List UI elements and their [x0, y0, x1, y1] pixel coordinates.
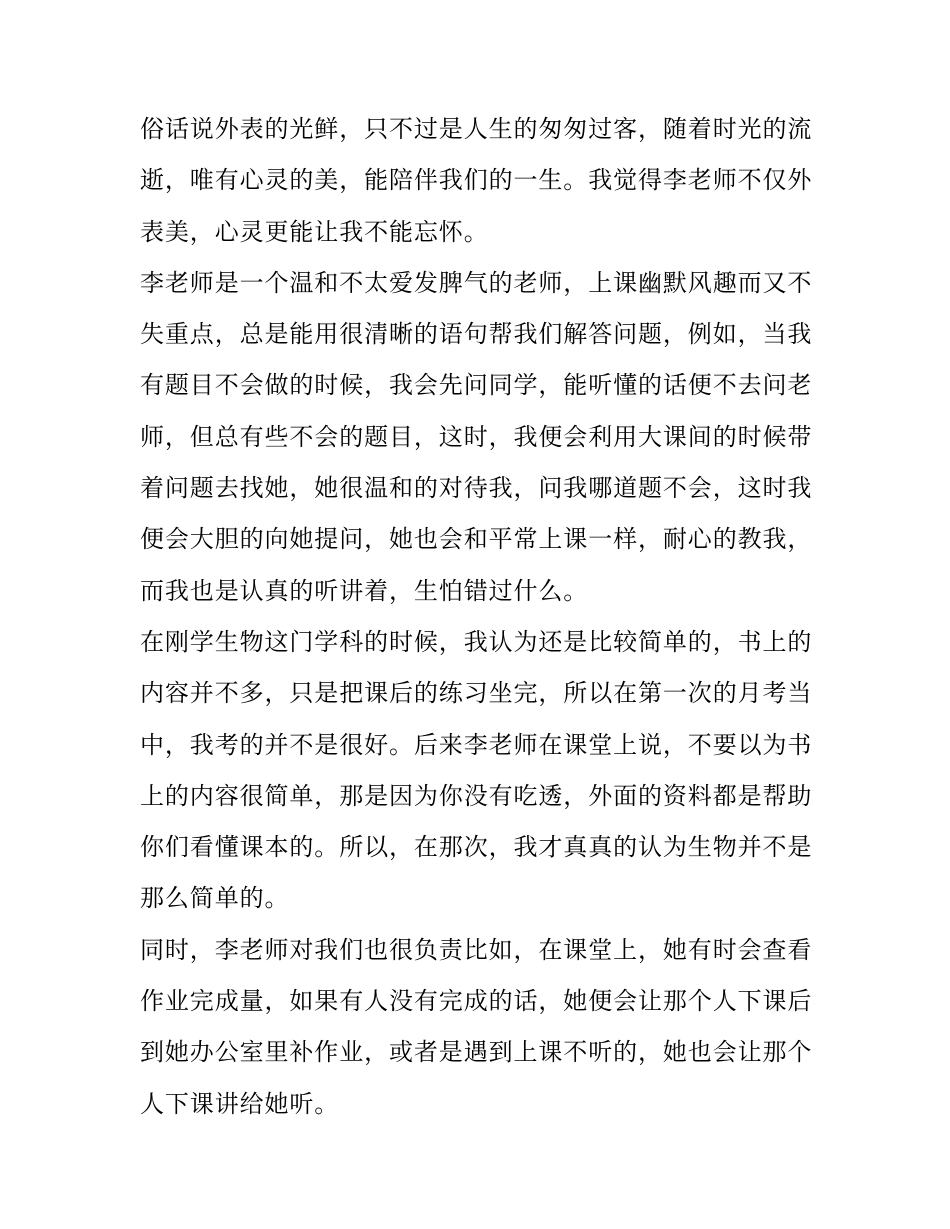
- text-line: 表美，心灵更能让我不能忘怀。: [140, 217, 489, 246]
- paragraph-4: [140, 925, 812, 1130]
- text-line: 到她办公室里补作业，或者是遇到上课不听的，她也会让那个: [140, 1038, 813, 1067]
- text-line: 俗话说外表的光鲜，只不过是人生的匆匆过客，随着时光的流: [140, 115, 813, 143]
- paragraph-3: [140, 617, 812, 925]
- text-line: 你们看懂课本的。所以，在那次，我才真真的认为生物并不是: [140, 833, 813, 862]
- text-line: 中，我考的并不是很好。后来李老师在课堂上说，不要以为书: [140, 730, 813, 759]
- text-line: 逝，唯有心灵的美，能陪伴我们的一生。我觉得李老师不仅外: [140, 166, 813, 195]
- paragraph-1: [140, 104, 812, 258]
- text-line: 同时，李老师对我们也很负责比如，在课堂上，她有时会查看: [140, 935, 813, 964]
- text-line: 作业完成量，如果有人没有完成的话，她便会让那个人下课后: [140, 987, 813, 1016]
- text-line: 着问题去找她，她很温和的对待我，问我哪道题不会，这时我: [140, 474, 813, 503]
- text-line: 而我也是认真的听讲着，生怕错过什么。: [140, 576, 589, 605]
- text-line: 人下课讲给她听。: [140, 1089, 340, 1118]
- document-body: [140, 104, 812, 1130]
- paragraph-2: [140, 258, 812, 617]
- text-line: 有题目不会做的时候，我会先问同学，能听懂的话便不去问老: [140, 371, 813, 400]
- text-line: 便会大胆的向她提问，她也会和平常上课一样，耐心的教我，: [140, 525, 813, 554]
- text-line: 内容并不多，只是把课后的练习坐完，所以在第一次的月考当: [140, 679, 813, 708]
- text-line: 那么简单的。: [140, 884, 290, 913]
- text-line: 上的内容很简单，那是因为你没有吃透，外面的资料都是帮助: [140, 781, 813, 810]
- text-line: 失重点，总是能用很清晰的语句帮我们解答问题，例如，当我: [140, 320, 813, 349]
- text-line: 在刚学生物这门学科的时候，我认为还是比较简单的，书上的: [140, 627, 813, 656]
- text-line: 李老师是一个温和不太爱发脾气的老师，上课幽默风趣而又不: [140, 268, 813, 297]
- text-line: 师，但总有些不会的题目，这时，我便会利用大课间的时候带: [140, 422, 813, 451]
